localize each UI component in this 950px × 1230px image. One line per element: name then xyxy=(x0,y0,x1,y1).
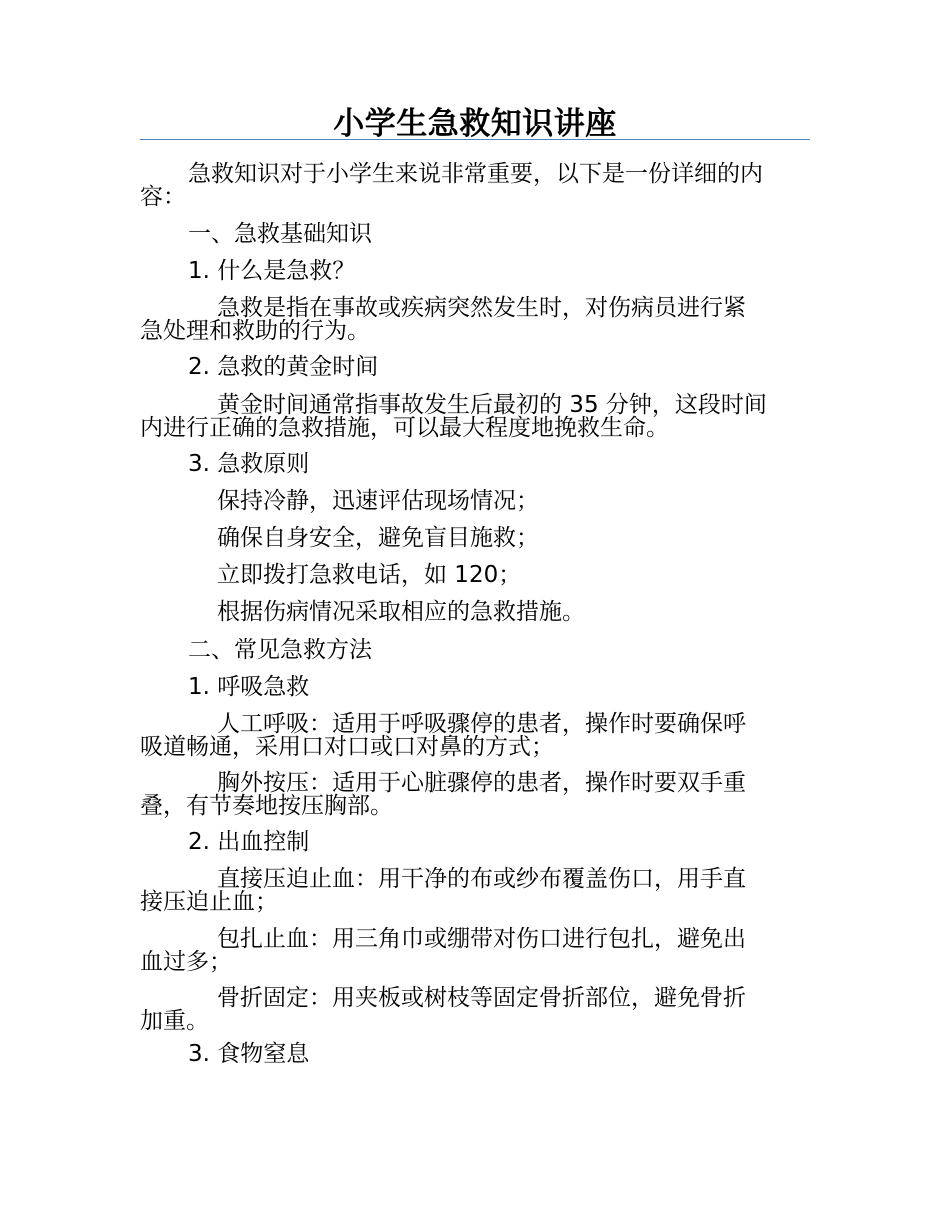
principle-item: 保持冷静，迅速评估现场情况； xyxy=(217,488,539,514)
principle-item: 立即拨打急救电话，如 120； xyxy=(217,562,522,588)
fracture-line-2: 加重。 xyxy=(140,1008,209,1034)
page-title: 小学生急救知识讲座 xyxy=(333,106,617,142)
principle-item: 根据伤病情况采取相应的急救措施。 xyxy=(217,599,585,625)
definition-line-1: 急救是指在事故或疾病突然发生时，对伤病员进行紧 xyxy=(217,295,746,321)
item-heading-what-is-first-aid: 1. 什么是急救？ xyxy=(188,258,356,284)
item-heading-principles: 3. 急救原则 xyxy=(188,451,310,477)
item-heading-golden-time: 2. 急救的黄金时间 xyxy=(188,354,379,380)
cpr-breathing-line-2: 吸道畅通，采用口对口或口对鼻的方式； xyxy=(140,734,554,760)
title-underline xyxy=(140,139,810,140)
golden-time-line-1: 黄金时间通常指事故发生后最初的 35 分钟，这段时间 xyxy=(217,392,767,418)
intro-line-1: 急救知识对于小学生来说非常重要，以下是一份详细的内 xyxy=(188,161,763,187)
item-heading-bleeding: 2. 出血控制 xyxy=(188,829,310,855)
bandage-line-2: 血过多； xyxy=(140,949,232,975)
fracture-line-1: 骨折固定：用夹板或树枝等固定骨折部位，避免骨折 xyxy=(217,985,746,1011)
bandage-line-1: 包扎止血：用三角巾或绷带对伤口进行包扎，避免出 xyxy=(217,926,746,952)
chest-compression-line-2: 叠，有节奏地按压胸部。 xyxy=(140,793,393,819)
item-heading-breathing: 1. 呼吸急救 xyxy=(188,674,310,700)
principle-item: 确保自身安全，避免盲目施救； xyxy=(217,525,539,551)
intro-line-2: 容： xyxy=(140,184,186,210)
golden-time-line-2: 内进行正确的急救措施，可以最大程度地挽救生命。 xyxy=(140,415,669,441)
definition-line-2: 急处理和救助的行为。 xyxy=(140,318,370,344)
section-heading-methods: 二、常见急救方法 xyxy=(188,637,372,663)
direct-pressure-line-2: 接压迫止血； xyxy=(140,889,278,915)
cpr-breathing-line-1: 人工呼吸：适用于呼吸骤停的患者，操作时要确保呼 xyxy=(217,711,746,737)
chest-compression-line-1: 胸外按压：适用于心脏骤停的患者，操作时要双手重 xyxy=(217,770,746,796)
item-heading-choking: 3. 食物窒息 xyxy=(188,1041,310,1067)
direct-pressure-line-1: 直接压迫止血：用干净的布或纱布覆盖伤口，用手直 xyxy=(217,866,746,892)
section-heading-basics: 一、急救基础知识 xyxy=(188,221,372,247)
